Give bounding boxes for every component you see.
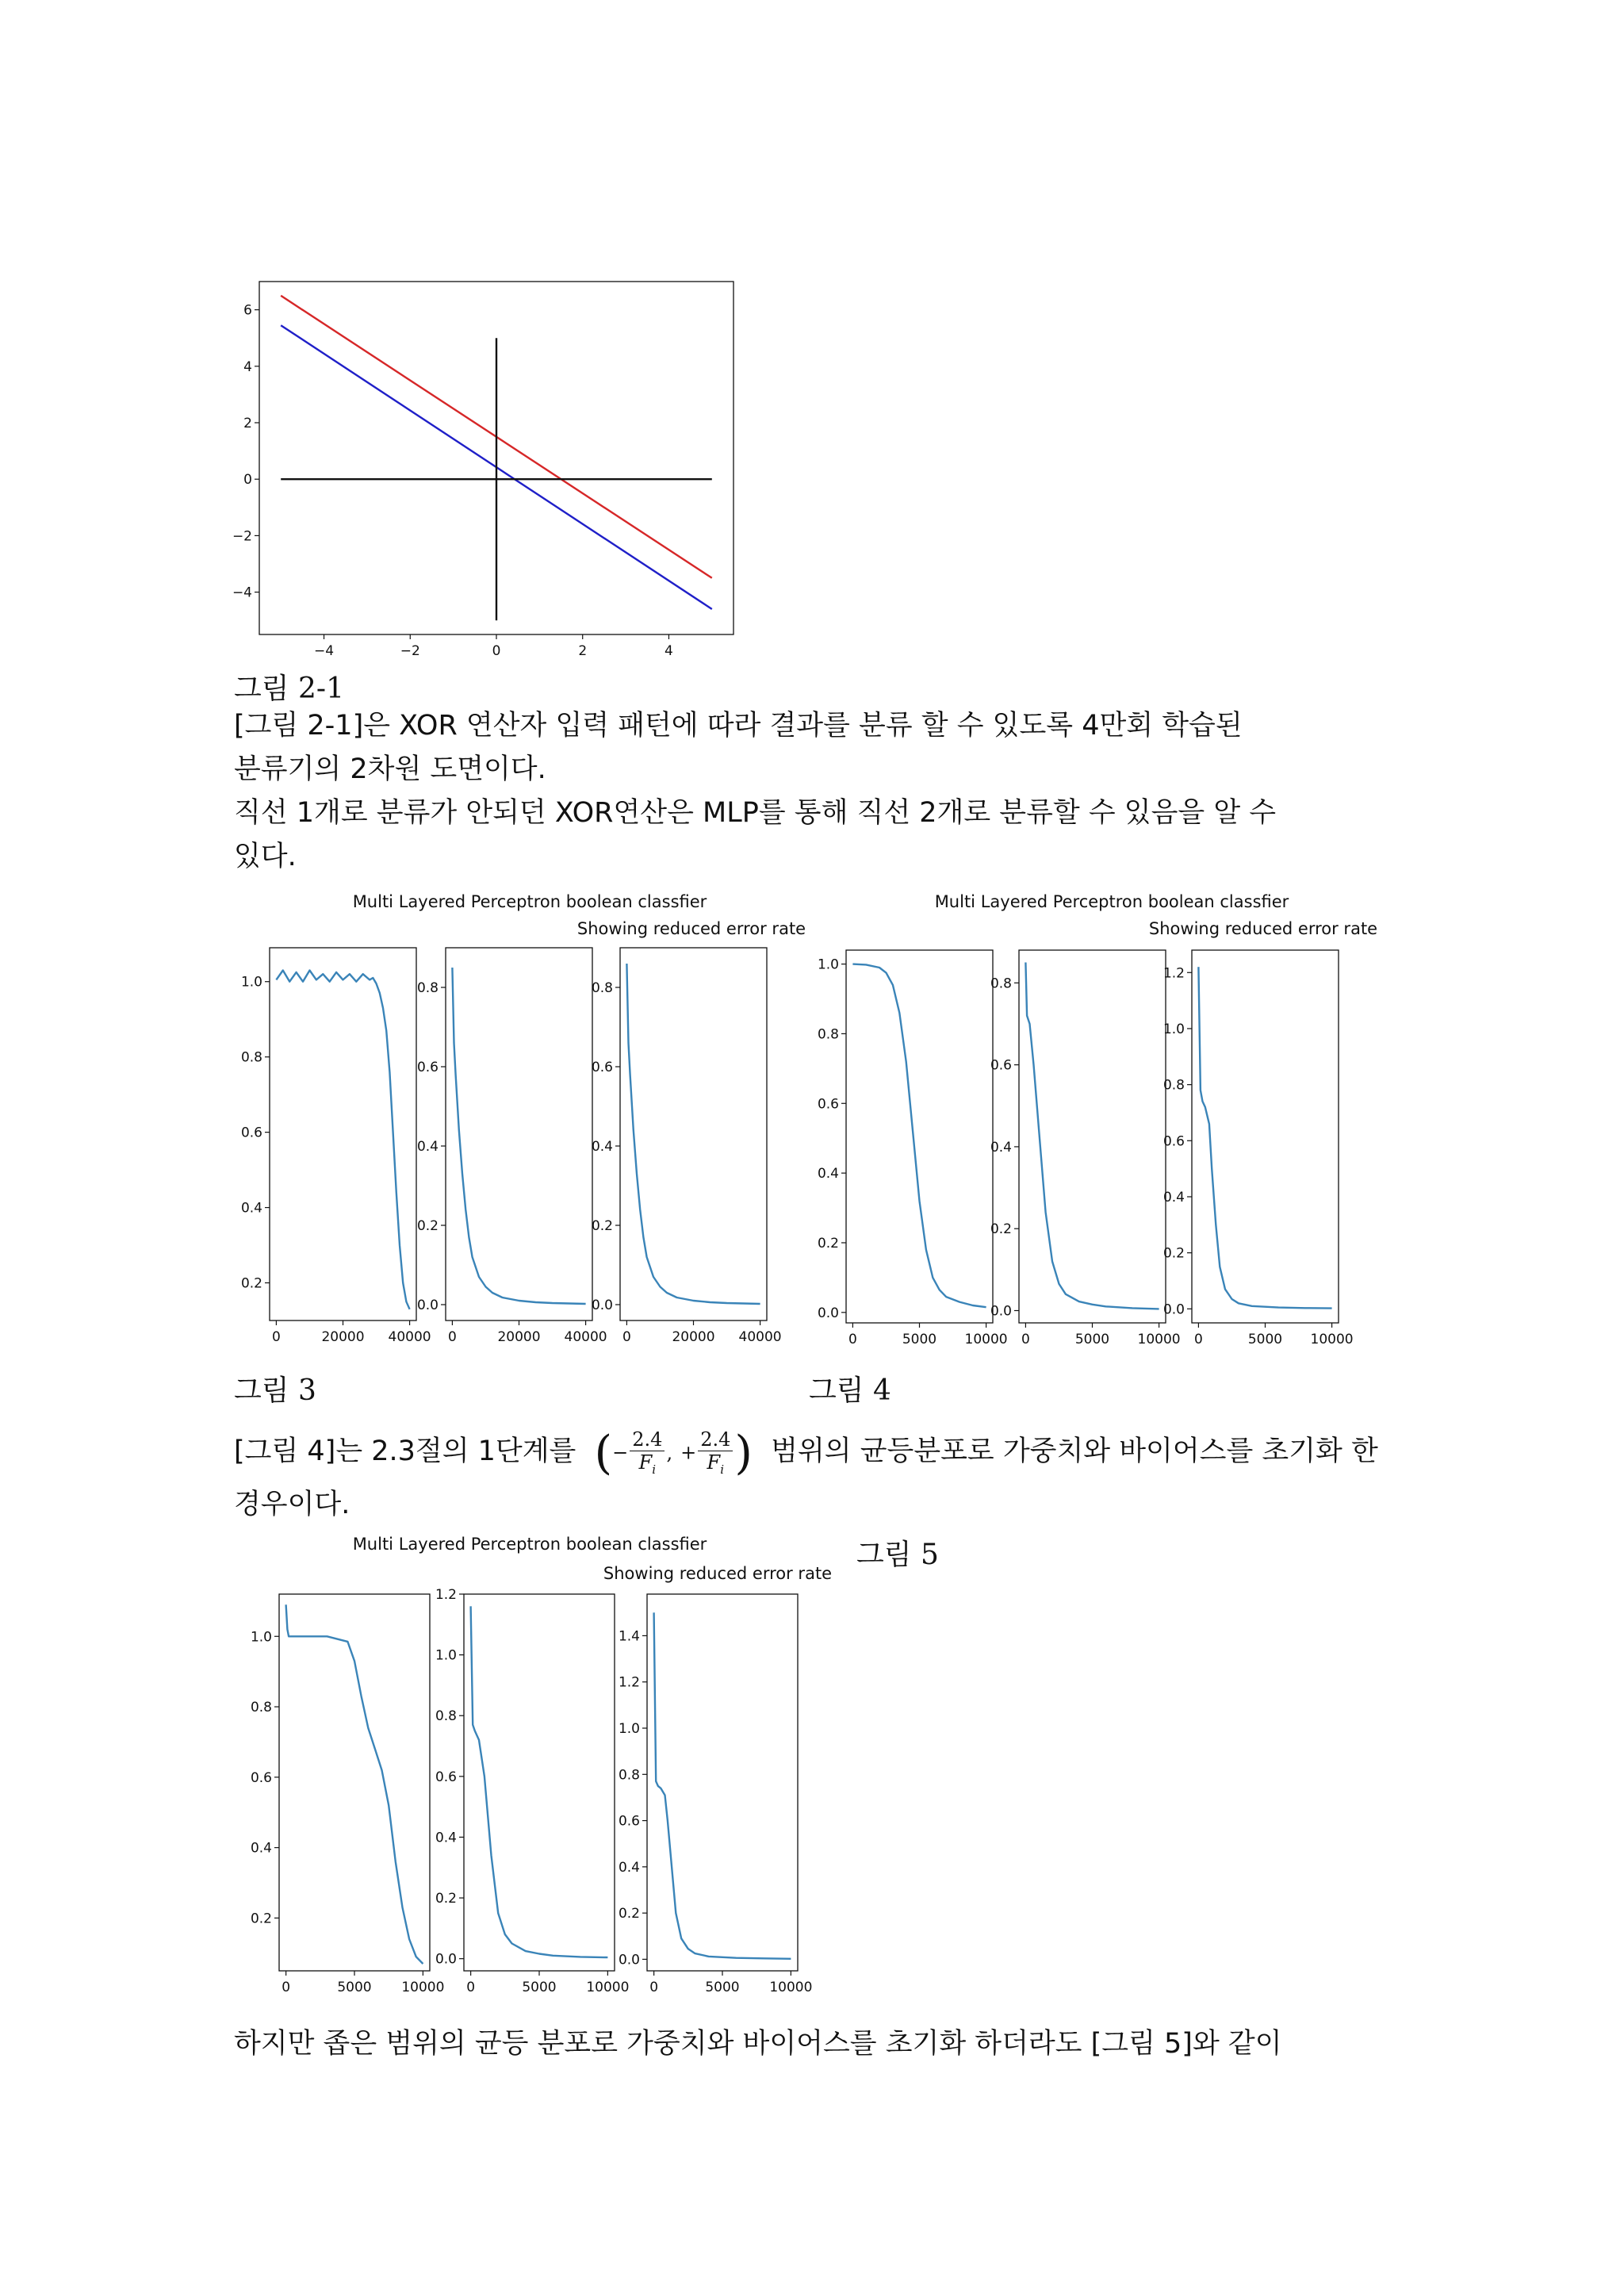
fig3-panel-1-ytick-label-4: 0.2 — [240, 1275, 262, 1292]
fig5-panel-3-ytick-label-0: 1.4 — [618, 1628, 640, 1645]
fig3-panel-1-xtick-label-2: 40000 — [388, 1329, 431, 1345]
fig3-subtitle: Showing reduced error rate — [576, 919, 806, 938]
figure-3-caption: 그림 3 — [234, 1374, 316, 1407]
fig4-panel-3-ytick-label-1: 1.0 — [1162, 1021, 1185, 1037]
fig4-panel-2-ytick-label-3: 0.2 — [990, 1221, 1012, 1238]
fig4-panel-3-xtick-label-0: 0 — [1193, 1332, 1203, 1347]
fig5-subtitle: Showing reduced error rate — [603, 1564, 833, 1583]
fig5-panel-2-xtick-label-0: 0 — [466, 1980, 476, 1995]
fig4-panel-1-xtick-label-1: 5000 — [902, 1332, 937, 1347]
fig21-plot-xtick-label-3: 2 — [578, 643, 588, 659]
formula-right-paren: ) — [734, 1425, 753, 1480]
fig4-panel-2-ytick-label-4: 0.0 — [990, 1303, 1012, 1320]
fig4-panel-3-xtick-label-1: 5000 — [1247, 1332, 1283, 1347]
fig5-panel-1-ytick-label-4: 0.2 — [250, 1911, 272, 1927]
fig3-panel-1-ytick-label-2: 0.6 — [240, 1125, 262, 1141]
figure-4-chart — [797, 880, 1400, 1356]
paragraph-2-text-before: [그림 4]는 2.3절의 1단계를 — [234, 1435, 576, 1467]
fig5-panel-1-series-0 — [286, 1604, 423, 1964]
formula-numerator-2: 2.4 — [698, 1430, 733, 1451]
fig4-panel-1-xtick-label-2: 10000 — [964, 1332, 1008, 1347]
fig4-panel-1-ytick-label-2: 0.6 — [817, 1096, 839, 1113]
fig4-panel-2-xtick-label-0: 0 — [1021, 1332, 1030, 1347]
fig4-panel-2-ytick-label-2: 0.4 — [990, 1139, 1012, 1156]
paragraph-1-line-2: 분류기의 2차원 도면이다. — [234, 753, 546, 785]
fig4-panel-3-ytick-label-2: 0.8 — [1162, 1077, 1185, 1094]
fig5-panel-1-ytick-label-2: 0.6 — [250, 1769, 272, 1786]
fig5-panel-2-ytick-label-1: 1.0 — [435, 1647, 457, 1664]
fig5-panel-3-ytick-label-6: 0.2 — [618, 1906, 640, 1922]
fig21-plot-ytick-label-3: 0 — [243, 472, 252, 489]
fig5-panel-2-series-0 — [471, 1606, 608, 1957]
fig4-panel-3 — [1163, 950, 1354, 1347]
fig3-panel-2-ytick-label-3: 0.2 — [416, 1218, 439, 1234]
fig4-panel-1-xtick-label-0: 0 — [848, 1332, 857, 1347]
fig21-plot-xtick-label-0: −4 — [314, 643, 335, 659]
fig21-plot-xtick-label-1: −2 — [400, 643, 420, 659]
fig5-panel-2-ytick-label-4: 0.4 — [435, 1830, 457, 1846]
fig5-panel-2-ytick-label-0: 1.2 — [435, 1587, 457, 1603]
fig3-panel-3-xtick-label-2: 40000 — [738, 1329, 782, 1345]
fig3-panel-1-frame — [270, 948, 416, 1320]
paragraph-3-line-1: 하지만 좁은 범위의 균등 분포로 가중치와 바이어스를 초기화 하더라도 [그림 5]와 같이 — [234, 2028, 1282, 2060]
figure-2-1-chart — [222, 274, 745, 670]
formula-fraction-1 — [630, 1430, 665, 1476]
fig5-title: Multi Layered Perceptron boolean classfier — [352, 1535, 707, 1554]
fig21-plot-ytick-label-4: −2 — [232, 528, 252, 545]
fig5-panel-3-ytick-label-1: 1.2 — [618, 1674, 640, 1691]
fig4-subtitle: Showing reduced error rate — [1148, 919, 1378, 938]
formula-minus: − — [612, 1441, 629, 1464]
fig4-panel-2-xtick-label-2: 10000 — [1137, 1332, 1181, 1347]
fig5-panel-1-xtick-label-0: 0 — [282, 1980, 291, 1995]
fig21-plot-ytick-label-0: 6 — [243, 302, 252, 319]
fig5-panel-3-xtick-label-0: 0 — [649, 1980, 659, 1995]
fig5-panel-3-series-0 — [654, 1612, 791, 1959]
fig4-panel-3-ytick-label-4: 0.4 — [1162, 1189, 1185, 1205]
fig21-plot-ytick-label-2: 2 — [243, 416, 252, 431]
fig4-panel-3-series-0 — [1198, 967, 1331, 1308]
fig5-panel-2-ytick-label-5: 0.2 — [435, 1891, 457, 1907]
fig5-panel-3-xtick-label-2: 10000 — [769, 1980, 813, 1995]
fig4-panel-3-ytick-label-5: 0.2 — [1162, 1245, 1185, 1262]
fig4-panel-3-ytick-label-0: 1.2 — [1162, 965, 1185, 982]
fig3-panel-1-xtick-label-0: 0 — [271, 1329, 281, 1345]
fig3-panel-3-frame — [620, 948, 767, 1320]
fig3-panel-3-series-0 — [626, 964, 760, 1304]
fig3-panel-2-ytick-label-4: 0.0 — [416, 1297, 439, 1313]
fig4-panel-1-series-0 — [852, 964, 986, 1308]
fig5-panel-3-ytick-label-2: 1.0 — [618, 1721, 640, 1738]
fig3-panel-2-xtick-label-2: 40000 — [564, 1329, 607, 1345]
fig5-panel-3-ytick-label-4: 0.6 — [618, 1813, 640, 1830]
fig5-panel-3-frame — [647, 1594, 798, 1971]
figure-3-chart — [222, 880, 809, 1356]
figure-2-1-caption: 그림 2-1 — [234, 673, 344, 705]
fig4-panel-2-series-0 — [1025, 963, 1159, 1309]
fig5-panel-3-ytick-label-7: 0.0 — [618, 1952, 640, 1968]
fig4-panel-1-ytick-label-1: 0.8 — [817, 1026, 839, 1043]
fig5-panel-3-ytick-label-5: 0.4 — [618, 1859, 640, 1876]
figure-5-caption: 그림 5 — [856, 1539, 939, 1571]
fig3-panel-2-ytick-label-0: 0.8 — [416, 980, 439, 996]
fig5-panel-2 — [435, 1587, 629, 1995]
fig21-plot — [232, 282, 733, 659]
formula-denominator-2: $F_i$ — [707, 1451, 724, 1477]
fig4-panel-1-ytick-label-4: 0.2 — [817, 1235, 839, 1251]
fig5-panel-1-xtick-label-1: 5000 — [337, 1980, 372, 1995]
fig3-panel-1-ytick-label-1: 0.8 — [240, 1049, 262, 1066]
fig3-panel-3-ytick-label-1: 0.6 — [591, 1060, 613, 1075]
fig3-panel-3-ytick-label-3: 0.2 — [591, 1218, 613, 1234]
fig4-panel-3-ytick-label-3: 0.6 — [1162, 1133, 1185, 1150]
fig5-panel-1-ytick-label-0: 1.0 — [250, 1629, 272, 1646]
formula-denominator-1: $F_i$ — [638, 1451, 657, 1477]
fig3-panel-3 — [592, 948, 782, 1345]
paragraph-1-line-1: [그림 2-1]은 XOR 연산자 입력 패턴에 따라 결과를 분류 할 수 있도록 4만회 학습된 — [234, 710, 1243, 742]
fig21-plot-xtick-label-2: 0 — [492, 643, 501, 659]
fig5-panel-2-ytick-label-2: 0.8 — [435, 1708, 457, 1725]
fig5-panel-2-ytick-label-6: 0.0 — [435, 1951, 457, 1968]
formula-numerator-1: 2.4 — [630, 1430, 665, 1451]
fig3-panel-2-series-0 — [452, 968, 585, 1304]
paragraph-1-line-3: 직선 1개로 분류가 안되던 XOR연산은 MLP를 통해 직선 2개로 분류할 수 있음을 알 수 — [234, 797, 1277, 829]
fig4-panel-3-xtick-label-2: 10000 — [1310, 1332, 1354, 1347]
fig5-panel-3-ytick-label-3: 0.8 — [618, 1767, 640, 1784]
fig3-panel-3-ytick-label-0: 0.8 — [591, 980, 613, 996]
fig4-panel-1 — [818, 950, 1008, 1347]
fig3-title: Multi Layered Perceptron boolean classfier — [352, 892, 707, 911]
fig4-panel-2-xtick-label-1: 5000 — [1074, 1332, 1110, 1347]
fig4-panel-2-ytick-label-0: 0.8 — [990, 976, 1012, 992]
paragraph-1-line-4: 있다. — [234, 841, 297, 872]
paragraph-2-line-2: 경우이다. — [234, 1489, 350, 1520]
formula-comma: , — [666, 1441, 673, 1464]
fig3-panel-1-series-0 — [276, 971, 409, 1309]
fig3-panel-2-frame — [446, 948, 592, 1320]
fig5-panel-3-xtick-label-1: 5000 — [705, 1980, 740, 1995]
fig3-panel-1-ytick-label-3: 0.4 — [240, 1200, 262, 1217]
formula — [594, 1425, 762, 1480]
fig4-panel-2-ytick-label-1: 0.6 — [990, 1057, 1012, 1074]
fig3-panel-1-ytick-label-0: 1.0 — [240, 974, 262, 991]
fig4-panel-1-ytick-label-5: 0.0 — [817, 1305, 839, 1321]
figure-5-chart — [222, 1523, 841, 2014]
fig5-panel-2-xtick-label-2: 10000 — [586, 1980, 630, 1995]
fig3-panel-2 — [417, 948, 607, 1345]
fig5-panel-1-xtick-label-2: 10000 — [401, 1980, 445, 1995]
fig21-plot-xtick-label-4: 4 — [665, 643, 673, 659]
paragraph-2-line-1 — [234, 1416, 1378, 1487]
figure-4-caption: 그림 4 — [809, 1374, 891, 1407]
fig3-panel-1 — [241, 948, 431, 1345]
fig4-panel-1-ytick-label-0: 1.0 — [817, 956, 839, 973]
fig3-panel-3-xtick-label-0: 0 — [622, 1329, 631, 1345]
fig4-panel-3-frame — [1192, 950, 1339, 1323]
fig4-panel-3-ytick-label-6: 0.0 — [1162, 1301, 1185, 1318]
fig3-panel-2-xtick-label-0: 0 — [447, 1329, 457, 1345]
fig5-panel-2-ytick-label-3: 0.6 — [435, 1769, 457, 1785]
fig3-panel-3-ytick-label-2: 0.4 — [591, 1139, 613, 1155]
fig5-panel-3 — [619, 1594, 812, 1995]
fig3-panel-2-ytick-label-2: 0.4 — [416, 1139, 439, 1155]
fig5-panel-1 — [251, 1594, 444, 1995]
fig4-panel-1-ytick-label-3: 0.4 — [817, 1166, 839, 1182]
fig4-title: Multi Layered Perceptron boolean classfier — [934, 892, 1289, 911]
fig21-plot-ytick-label-1: 4 — [243, 358, 252, 375]
fig5-panel-1-frame — [279, 1594, 430, 1971]
formula-fraction-2 — [698, 1430, 733, 1476]
fig3-panel-3-xtick-label-1: 20000 — [672, 1329, 715, 1345]
paragraph-2-text-after: 범위의 균등분포로 가중치와 바이어스를 초기화 한 — [771, 1435, 1378, 1467]
fig4-panel-2-frame — [1019, 950, 1166, 1323]
fig5-panel-1-ytick-label-1: 0.8 — [250, 1700, 272, 1716]
fig3-panel-2-xtick-label-1: 20000 — [497, 1329, 541, 1345]
fig5-panel-2-xtick-label-1: 5000 — [522, 1980, 557, 1995]
fig5-panel-2-frame — [464, 1594, 615, 1971]
formula-plus: + — [680, 1441, 697, 1464]
fig4-panel-1-frame — [846, 950, 993, 1323]
fig5-panel-1-ytick-label-3: 0.4 — [250, 1840, 272, 1857]
fig3-panel-2-ytick-label-1: 0.6 — [416, 1060, 439, 1075]
fig3-panel-1-xtick-label-1: 20000 — [321, 1329, 365, 1345]
formula-left-paren: ( — [594, 1425, 613, 1480]
fig3-panel-3-ytick-label-4: 0.0 — [591, 1297, 613, 1313]
fig21-plot-ytick-label-5: −4 — [232, 585, 252, 601]
fig4-panel-2 — [990, 950, 1181, 1347]
